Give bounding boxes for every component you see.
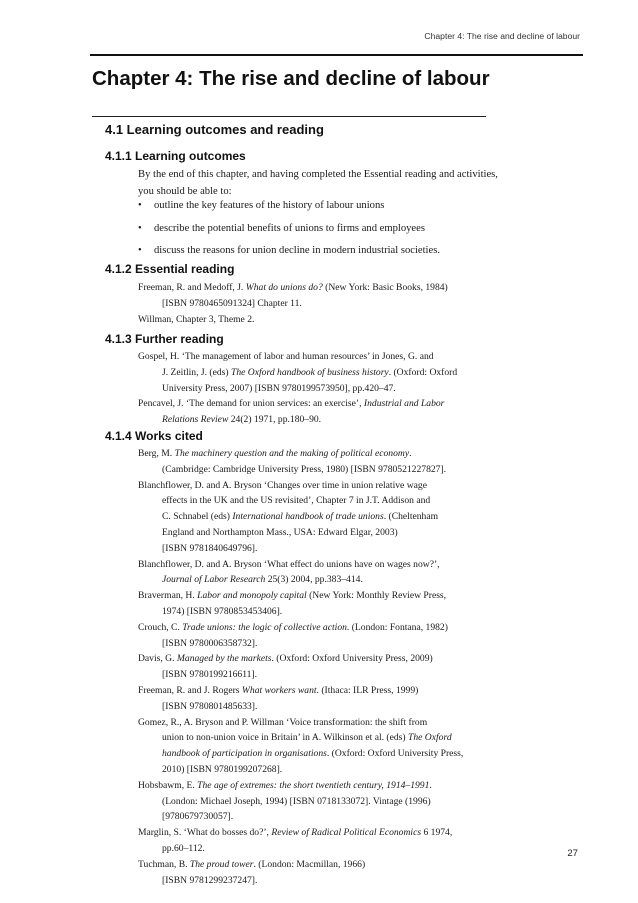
reference: Gomez, R., A. Bryson and P. Willman ‘Voice transformation: the shift from union to non-union voice in Britain’ in A. Wilkinson et al. (eds) The Oxford handbook of participation in organisations. (Oxford: Oxford University Press, 2010) [ISBN 9780199207268]. bbox=[138, 716, 464, 775]
further-reading-list bbox=[138, 349, 500, 428]
list-item: • describe the potential benefits of unions to firms and employees bbox=[138, 220, 440, 243]
learning-outcomes-list bbox=[138, 197, 440, 265]
header-rule bbox=[90, 54, 583, 56]
reference: Braverman, H. Labor and monopoly capital (New York: Monthly Review Press, 1974) [ISBN 9780853453406]. bbox=[138, 590, 447, 617]
reference: Marglin, S. ‘What do bosses do?’, Review of Radical Political Economics 6 1974, pp.60–112. bbox=[138, 827, 453, 854]
reference: Freeman, R. and Medoff, J. What do unions do? (New York: Basic Books, 1984) [ISBN 9780465091324] Chapter 11. bbox=[138, 282, 448, 309]
reference: Blanchflower, D. and A. Bryson ‘What effect do unions have on wages now?’, Journal of Labor Research 25(3) 2004, pp.383–414. bbox=[138, 558, 440, 586]
essential-reading-list bbox=[138, 280, 500, 327]
chapter-title: Chapter 4: The rise and decline of labour bbox=[92, 67, 490, 90]
running-header: Chapter 4: The rise and decline of labour bbox=[424, 31, 580, 41]
bullet-icon: • bbox=[138, 245, 142, 256]
reference: Tuchman, B. The proud tower. (London: Macmillan, 1966) [ISBN 9781299237247]. bbox=[138, 858, 366, 886]
list-item: • discuss the reasons for union decline in modern industrial societies. bbox=[138, 242, 440, 265]
essential-reading-heading: 4.1.2 Essential reading bbox=[105, 262, 235, 276]
page-number: 27 bbox=[567, 848, 578, 859]
reference: Crouch, C. Trade unions: the logic of collective action. (London: Fontana, 1982) [ISBN 9780006358732]. bbox=[138, 621, 448, 649]
bullet-icon: • bbox=[138, 200, 142, 211]
learning-outcomes-intro: By the end of this chapter, and having completed the Essential reading and activities, you should be able to: bbox=[138, 169, 498, 197]
learning-outcomes-heading: 4.1.1 Learning outcomes bbox=[105, 149, 246, 163]
section-heading: 4.1 Learning outcomes and reading bbox=[105, 122, 324, 137]
works-cited-heading: 4.1.4 Works cited bbox=[105, 429, 203, 443]
reference: Gospel, H. ‘The management of labor and human resources’ in Jones, G. and J. Zeitlin, J. (eds) The Oxford handbook of business history. (Oxford: Oxford University Press, 2007) [ISBN 9780199573950], pp.420–47. bbox=[138, 351, 458, 394]
reference: Berg, M. The machinery question and the making of political economy. (Cambridge: Cambridge University Press, 1980) [ISBN 9780521227827]. bbox=[138, 448, 447, 475]
works-cited-list bbox=[138, 446, 500, 888]
reference: Davis, G. Managed by the markets. (Oxford: Oxford University Press, 2009) [ISBN 9780199216611]. bbox=[138, 653, 433, 681]
reference: Hobsbawm, E. The age of extremes: the short twentieth century, 1914–1991. (London: Michael Joseph, 1994) [ISBN 0718133072]. Vintage (1996) [9780679730057]. bbox=[138, 779, 432, 823]
section-rule bbox=[92, 116, 486, 117]
list-item: • outline the key features of the history of labour unions bbox=[138, 197, 440, 220]
further-reading-heading: 4.1.3 Further reading bbox=[105, 332, 224, 346]
reference: Pencavel, J. ‘The demand for union services: an exercise’, Industrial and Labor Relations Review 24(2) 1971, pp.180–90. bbox=[138, 398, 445, 426]
reference: Freeman, R. and J. Rogers What workers want. (Ithaca: ILR Press, 1999) [ISBN 9780801485633]. bbox=[138, 684, 419, 712]
bullet-icon: • bbox=[138, 222, 142, 234]
reference: Blanchflower, D. and A. Bryson ‘Changes over time in union relative wage effects in the UK and the US revisited’, Chapter 7 in J.T. Addison and C. Schnabel (eds) International handbook of trade unions. (Cheltenham England and Northampton Mass., USA: Edward Elgar, 2003) [ISBN 9781840649796]. bbox=[138, 479, 439, 554]
reference: Willman, Chapter 3, Theme 2. bbox=[138, 313, 255, 325]
